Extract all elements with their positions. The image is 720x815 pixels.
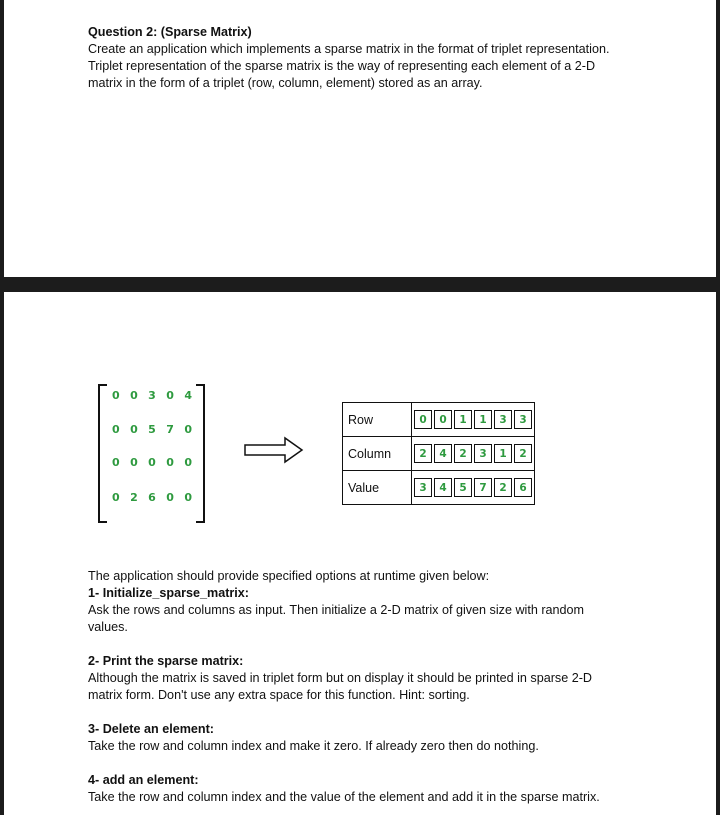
option-line: Ask the rows and columns as input. Then initialize a 2-D matrix of given size with random bbox=[88, 603, 585, 617]
option-heading: 4- add an element: bbox=[88, 773, 199, 787]
matrix-cell: 0 bbox=[112, 389, 120, 402]
triplet-row-label: Value bbox=[343, 471, 412, 505]
matrix-row bbox=[112, 491, 192, 504]
triplet-cell: 3 bbox=[414, 478, 432, 497]
triplet-cell: 1 bbox=[494, 444, 512, 463]
triplet-cell: 4 bbox=[434, 444, 452, 463]
triplet-cell: 7 bbox=[474, 478, 492, 497]
matrix-cell: 0 bbox=[148, 456, 156, 469]
matrix-cell: 6 bbox=[148, 491, 156, 504]
triplet-cell: 2 bbox=[514, 444, 532, 463]
option-line: matrix form. Don't use any extra space for this function. Hint: sorting. bbox=[88, 688, 470, 702]
matrix-row bbox=[112, 389, 192, 402]
options-block bbox=[88, 568, 648, 806]
matrix-cell: 5 bbox=[148, 423, 156, 436]
matrix-cell: 3 bbox=[148, 389, 156, 402]
matrix-cell: 4 bbox=[184, 389, 192, 402]
right-arrow-icon bbox=[243, 435, 305, 465]
matrix-cell: 0 bbox=[166, 389, 174, 402]
option-line: values. bbox=[88, 620, 128, 634]
triplet-row bbox=[343, 471, 535, 505]
description-line: Create an application which implements a sparse matrix in the format of triplet representation. bbox=[88, 42, 610, 56]
option-heading: 3- Delete an element: bbox=[88, 722, 214, 736]
matrix-cell: 7 bbox=[166, 423, 174, 436]
option-line: Although the matrix is saved in triplet form but on display it should be printed in sparse 2-D bbox=[88, 671, 593, 685]
description-line: Triplet representation of the sparse matrix is the way of representing each element of a 2-D bbox=[88, 59, 596, 73]
triplet-row-label: Row bbox=[343, 403, 412, 437]
matrix-cell: 0 bbox=[166, 456, 174, 469]
matrix-cell: 0 bbox=[112, 423, 120, 436]
triplet-cell: 2 bbox=[454, 444, 472, 463]
sparse-matrix-figure bbox=[98, 384, 205, 523]
right-bracket bbox=[196, 384, 205, 523]
matrix-cell: 0 bbox=[112, 491, 120, 504]
triplet-cell: 1 bbox=[474, 410, 492, 429]
matrix-cell: 0 bbox=[130, 389, 138, 402]
matrix-cell: 0 bbox=[184, 456, 192, 469]
option-heading: 2- Print the sparse matrix: bbox=[88, 654, 244, 668]
matrix-cell: 0 bbox=[184, 491, 192, 504]
triplet-cell: 4 bbox=[434, 478, 452, 497]
triplet-row bbox=[343, 403, 535, 437]
matrix-cell: 0 bbox=[130, 423, 138, 436]
option-line: Take the row and column index and make it zero. If already zero then do nothing. bbox=[88, 739, 539, 753]
triplet-row bbox=[343, 437, 535, 471]
triplet-row-label: Column bbox=[343, 437, 412, 471]
triplet-cell: 3 bbox=[474, 444, 492, 463]
matrix-cell: 0 bbox=[184, 423, 192, 436]
left-bracket bbox=[98, 384, 107, 523]
triplet-cell: 5 bbox=[454, 478, 472, 497]
matrix-row bbox=[112, 423, 192, 436]
matrix-cell: 0 bbox=[166, 491, 174, 504]
triplet-cell: 2 bbox=[414, 444, 432, 463]
matrix-row bbox=[112, 456, 192, 469]
triplet-cell: 2 bbox=[494, 478, 512, 497]
matrix-cell: 2 bbox=[130, 491, 138, 504]
options-intro: The application should provide specified options at runtime given below: bbox=[88, 569, 490, 583]
description-line: matrix in the form of a triplet (row, column, element) stored as an array. bbox=[88, 76, 483, 90]
matrix-cell: 0 bbox=[112, 456, 120, 469]
triplet-cell: 1 bbox=[454, 410, 472, 429]
triplet-cell: 3 bbox=[514, 410, 532, 429]
question-title: Question 2: (Sparse Matrix) bbox=[88, 25, 252, 39]
page-1 bbox=[4, 0, 716, 277]
question-block bbox=[88, 24, 648, 92]
page-2 bbox=[4, 292, 716, 815]
triplet-cell: 0 bbox=[434, 410, 452, 429]
triplet-table bbox=[342, 402, 535, 505]
matrix-cell: 0 bbox=[130, 456, 138, 469]
option-line: Take the row and column index and the value of the element and add it in the sparse matrix. bbox=[88, 790, 600, 804]
triplet-cell: 0 bbox=[414, 410, 432, 429]
triplet-cell: 3 bbox=[494, 410, 512, 429]
option-heading: 1- Initialize_sparse_matrix: bbox=[88, 586, 249, 600]
triplet-cell: 6 bbox=[514, 478, 532, 497]
